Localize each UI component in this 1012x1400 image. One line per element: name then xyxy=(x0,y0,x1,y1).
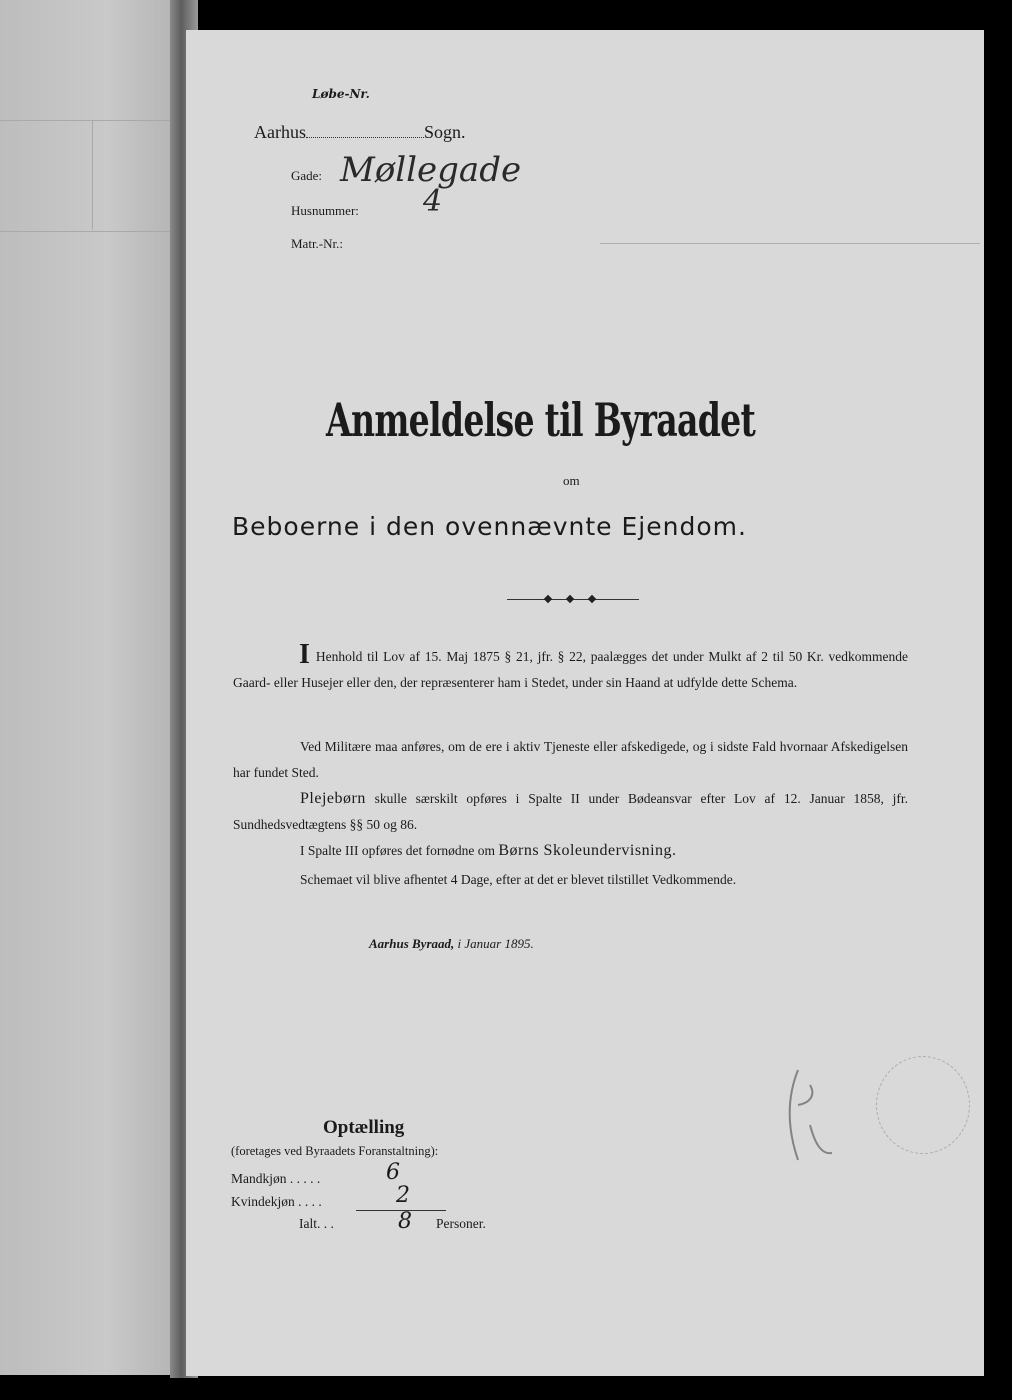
issue-date: i Januar 1895. xyxy=(457,936,534,951)
husnummer-handwritten-value[interactable]: 4 xyxy=(423,184,443,219)
parish-blank[interactable] xyxy=(306,137,424,138)
instructions-paragraph-1 xyxy=(233,639,908,696)
handwritten-initials-mark xyxy=(780,1065,840,1189)
facing-page-table-lines xyxy=(0,120,178,232)
paragraph-1-text: Henhold til Lov af 15. Maj 1875 § 21, jfr. § 22, paalægges det under Mulkt af 2 til 50 Kr. vedkommende Gaard- eller Husejer eller den, der repræsenterer ham i Stedet, under sin Haand at udfylde dette Schema. xyxy=(233,649,908,690)
parish-line xyxy=(254,122,466,143)
lobe-nr-label: Løbe-Nr. xyxy=(312,87,370,101)
gade-label: Gade: xyxy=(291,168,323,183)
drop-cap: I xyxy=(299,639,310,670)
instructions-paragraph-4 xyxy=(300,838,677,864)
facing-page-left xyxy=(0,0,178,1375)
city-label: Aarhus xyxy=(254,122,306,142)
personer-label: Personer. xyxy=(436,1216,486,1231)
mandkjon-label: Mandkjøn . . . . . xyxy=(231,1171,321,1186)
optaelling-subtitle: (foretages ved Byraadets Foranstaltning): xyxy=(231,1144,439,1158)
initials-scribble xyxy=(780,1065,840,1175)
skoleundervisning-emphasis: Børns Skoleundervisning. xyxy=(498,842,677,859)
mandkjon-value[interactable]: 6 xyxy=(386,1160,400,1185)
paragraph-4-start: I Spalte III opføres det fornødne om xyxy=(300,843,495,858)
sogn-label: Sogn. xyxy=(424,122,466,142)
instructions-paragraph-3 xyxy=(233,786,908,838)
matr-nr-label: Matr.-Nr.: xyxy=(291,236,343,251)
instructions-paragraph-5: Schemaet vil blive afhentet 4 Dage, efter at det er blevet tilstillet Vedkommende. xyxy=(300,872,737,887)
title-connector: om xyxy=(563,473,580,488)
ialt-label: Ialt. . . xyxy=(299,1216,334,1231)
issuer-authority: Aarhus Byraad, xyxy=(369,936,455,951)
gade-handwritten-value[interactable]: Møllegade xyxy=(340,150,522,190)
husnummer-label: Husnummer: xyxy=(291,203,359,218)
kvindekjon-label: Kvindekjøn . . . . xyxy=(231,1194,322,1209)
plejeborn-emphasis: Plejebørn xyxy=(300,790,366,807)
bleed-through-rule xyxy=(600,243,980,244)
paragraph-3-text: skulle særskilt opføres i Spalte II under Bødeansvar efter Lov af 12. Januar 1858, jfr. Sundhedsvedtægtens §§ 50 og 86. xyxy=(233,791,908,832)
optaelling-title: Optælling xyxy=(323,1117,405,1138)
faint-stamp-mark xyxy=(876,1056,970,1154)
document-title: Anmeldelse til Byraadet xyxy=(326,393,756,447)
facing-page-column-line xyxy=(92,120,93,230)
ialt-value[interactable]: 8 xyxy=(398,1209,412,1234)
kvindekjon-value[interactable]: 2 xyxy=(396,1183,410,1208)
document-subtitle: Beboerne i den ovennævnte Ejendom. xyxy=(232,512,747,541)
instructions-paragraph-2: Ved Militære maa anføres, om de ere i aktiv Tjeneste eller afskedigede, og i sidste Fald hvornaar Afskedigelsen har fundet Sted. xyxy=(233,739,908,780)
issuer-line xyxy=(369,936,534,952)
